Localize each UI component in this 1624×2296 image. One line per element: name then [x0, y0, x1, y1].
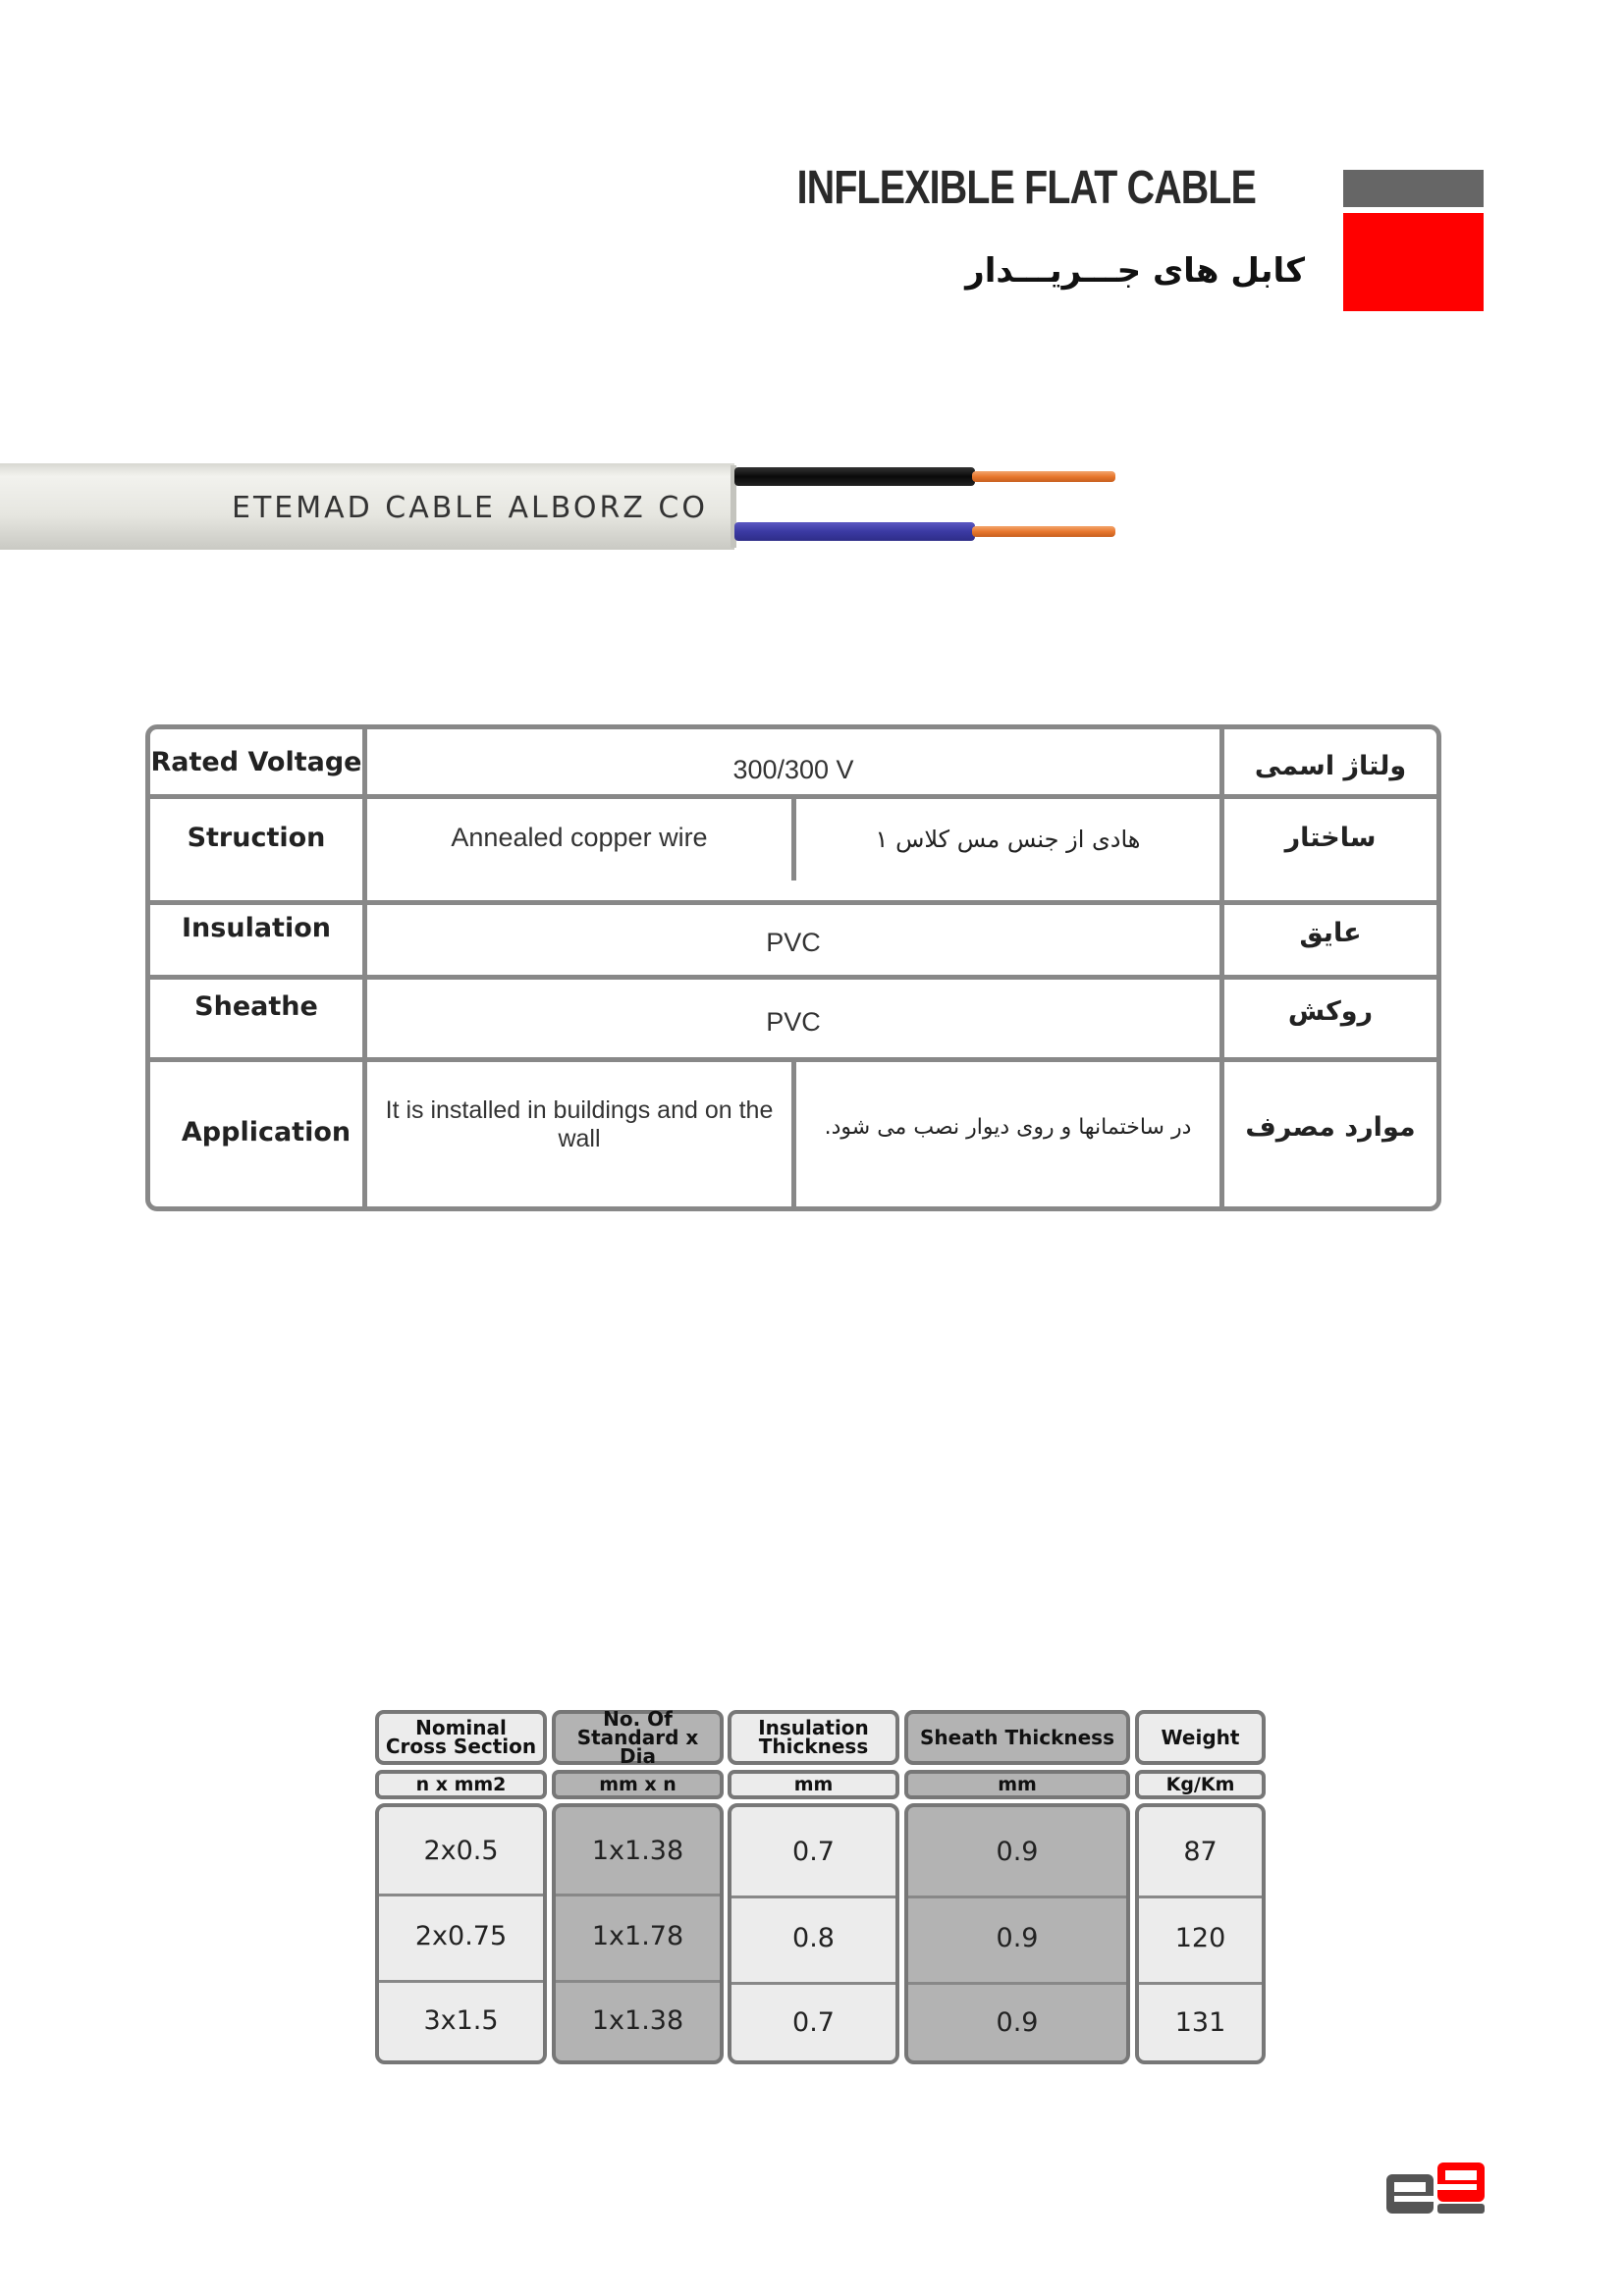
spec-label-insulation: Insulation [182, 912, 331, 943]
column-unit-weight: Kg/Km [1135, 1770, 1266, 1799]
spec-value-rated-voltage: 300/300 V [732, 754, 854, 784]
column-unit-insulation-thickness: mm [728, 1770, 899, 1799]
column-header-sheath-thickness: Sheath Thickness [904, 1710, 1130, 1765]
company-logo [1386, 2163, 1485, 2214]
column-body-sheath-thickness [904, 1803, 1130, 2064]
column-header-insulation-thickness: Insulation Thickness [728, 1710, 899, 1765]
page-title: INFLEXIBLE FLAT CABLE [796, 162, 1256, 214]
column-body-cross-section [375, 1803, 547, 2064]
table-cell: 3x1.5 [423, 2004, 499, 2036]
column-unit-standard-dia: mm x n [552, 1770, 724, 1799]
page-title-persian: کابل های جـــریـــدار [965, 251, 1305, 291]
spec-label-fa-sheathe: روکش [1287, 995, 1374, 1027]
table-cell: 0.9 [996, 2006, 1039, 2038]
table-cell: 131 [1174, 2006, 1226, 2038]
table-cell: 1x1.38 [591, 1835, 684, 1866]
column-body-insulation-thickness [728, 1803, 899, 2064]
spec-label-struction: Struction [187, 822, 326, 853]
spec-table [145, 724, 1441, 1211]
spec-value-struction-fa: هادی از جنس مس کلاس ۱ [875, 826, 1141, 853]
accent-grey-block [1343, 170, 1484, 207]
spec-value-sheathe: PVC [766, 1006, 821, 1037]
column-header-standard-dia: No. Of Standard x Dia [552, 1710, 724, 1765]
table-cell: 87 [1183, 1836, 1218, 1867]
spec-value-application-en: It is installed in buildings and on the wall [385, 1096, 774, 1152]
spec-value-insulation: PVC [766, 927, 821, 957]
column-unit-cross-section: n x mm2 [375, 1770, 547, 1799]
table-cell: 120 [1174, 1922, 1226, 1953]
table-cell: 0.8 [792, 1922, 835, 1953]
table-cell: 2x0.5 [423, 1835, 499, 1866]
table-cell: 0.9 [996, 1836, 1039, 1867]
spec-value-struction-en: Annealed copper wire [451, 822, 708, 852]
spec-value-application-fa: در ساختمانها و روی دیوار نصب می شود. [824, 1114, 1192, 1140]
spec-label-sheathe: Sheathe [194, 990, 318, 1022]
table-cell: 0.7 [792, 2006, 835, 2038]
table-cell: 1x1.78 [591, 1920, 684, 1951]
spec-label-fa-rated-voltage: ولتاژ اسمی [1254, 750, 1407, 781]
column-body-weight [1135, 1803, 1266, 2064]
spec-label-rated-voltage: Rated Voltage [150, 746, 362, 777]
spec-label-application: Application [181, 1116, 352, 1148]
spec-label-fa-struction: ساختار [1284, 822, 1377, 853]
cable-print-text: ETEMAD CABLE ALBORZ CO [232, 491, 708, 525]
table-cell: 0.9 [996, 1922, 1039, 1953]
table-cell: 2x0.75 [414, 1920, 508, 1951]
column-body-standard-dia [552, 1803, 724, 2064]
spec-label-fa-application: موارد مصرف [1245, 1111, 1416, 1143]
column-unit-sheath-thickness: mm [904, 1770, 1130, 1799]
column-header-cross-section: Nominal Cross Section [375, 1710, 547, 1765]
table-cell: 0.7 [792, 1836, 835, 1867]
spec-label-fa-insulation: عایق [1299, 917, 1362, 948]
accent-red-block [1343, 213, 1484, 311]
table-cell: 1x1.38 [591, 2004, 684, 2036]
column-header-weight: Weight [1135, 1710, 1266, 1765]
